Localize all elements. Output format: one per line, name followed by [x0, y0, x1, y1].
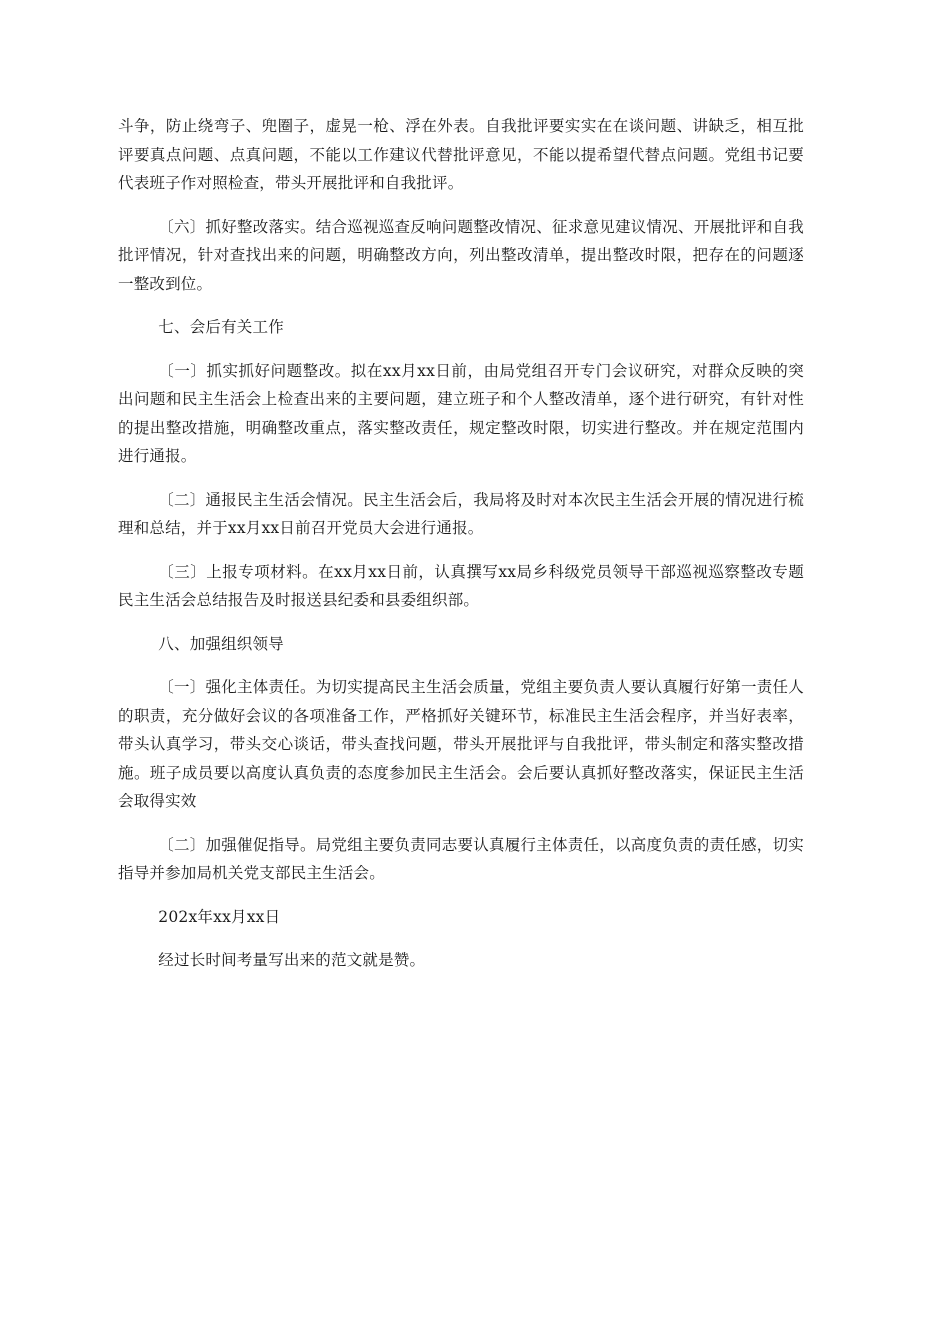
section-heading-seven: 七、会后有关工作: [158, 318, 284, 336]
paragraph-report-materials: 〔三〕上报专项材料。在xx月xx日前，认真撰写xx局乡科级党员领导干部巡视巡察整改专题民主生活会总结报告及时报送县纪委和县委组织部。: [118, 562, 804, 609]
document-page: [118, 112, 804, 990]
paragraph-criticism-continued: 斗争，防止绕弯子、兜圈子，虚晃一枪、浮在外表。自我批评要实实在在谈问题、讲缺乏，相互批评要真点问题、点真问题，不能以工作建议代替批评意见，不能以提希望代替点问题。党组书记要代表班子作对照检查，带头开展批评和自我批评。: [118, 117, 804, 192]
section-heading-eight: 八、加强组织领导: [158, 634, 284, 653]
paragraph-notification: 〔二〕通报民主生活会情况。民主生活会后，我局将及时对本次民主生活会开展的情况进行梳理和总结，并于xx月xx日前召开党员大会进行通报。: [118, 490, 804, 537]
paragraph-problem-rectification: 〔一〕抓实抓好问题整改。拟在xx月xx日前，由局党组召开专门会议研究，对群众反映的突出问题和民主生活会上检查出来的主要问题，建立班子和个人整改清单，逐个进行研究，有针对性的提出整改措施，明确整改重点，落实整改责任，规定整改时限，切实进行整改。并在规定范围内进行通报。: [118, 361, 804, 465]
document-date: 202x年xx月xx日: [158, 907, 281, 926]
paragraph-rectification: 〔六〕抓好整改落实。结合巡视巡查反响问题整改情况、征求意见建议情况、开展批评和自我批评情况，针对查找出来的问题，明确整改方向，列出整改清单，提出整改时限，把存在的问题逐一整改到位。: [118, 217, 804, 293]
paragraph-main-responsibility: 〔一〕强化主体责任。为切实提高民主生活会质量，党组主要负责人要认真履行好第一责任人的职责，充分做好会议的各项准备工作，严格抓好关键环节，标准民主生活会程序，并当好表率，带头认真学习，带头交心谈话，带头查找问题，带头开展批评与自我批评，带头制定和落实整改措施。班子成员要以高度认真负责的态度参加民主生活会。会后要认真抓好整改落实，保证民主生活会取得实效: [118, 678, 804, 810]
paragraph-supervision: 〔二〕加强催促指导。局党组主要负责同志要认真履行主体责任，以高度负责的责任感，切实指导并参加局机关党支部民主生活会。: [118, 835, 804, 882]
closing-remark: 经过长时间考量写出来的范文就是赞。: [158, 951, 426, 969]
